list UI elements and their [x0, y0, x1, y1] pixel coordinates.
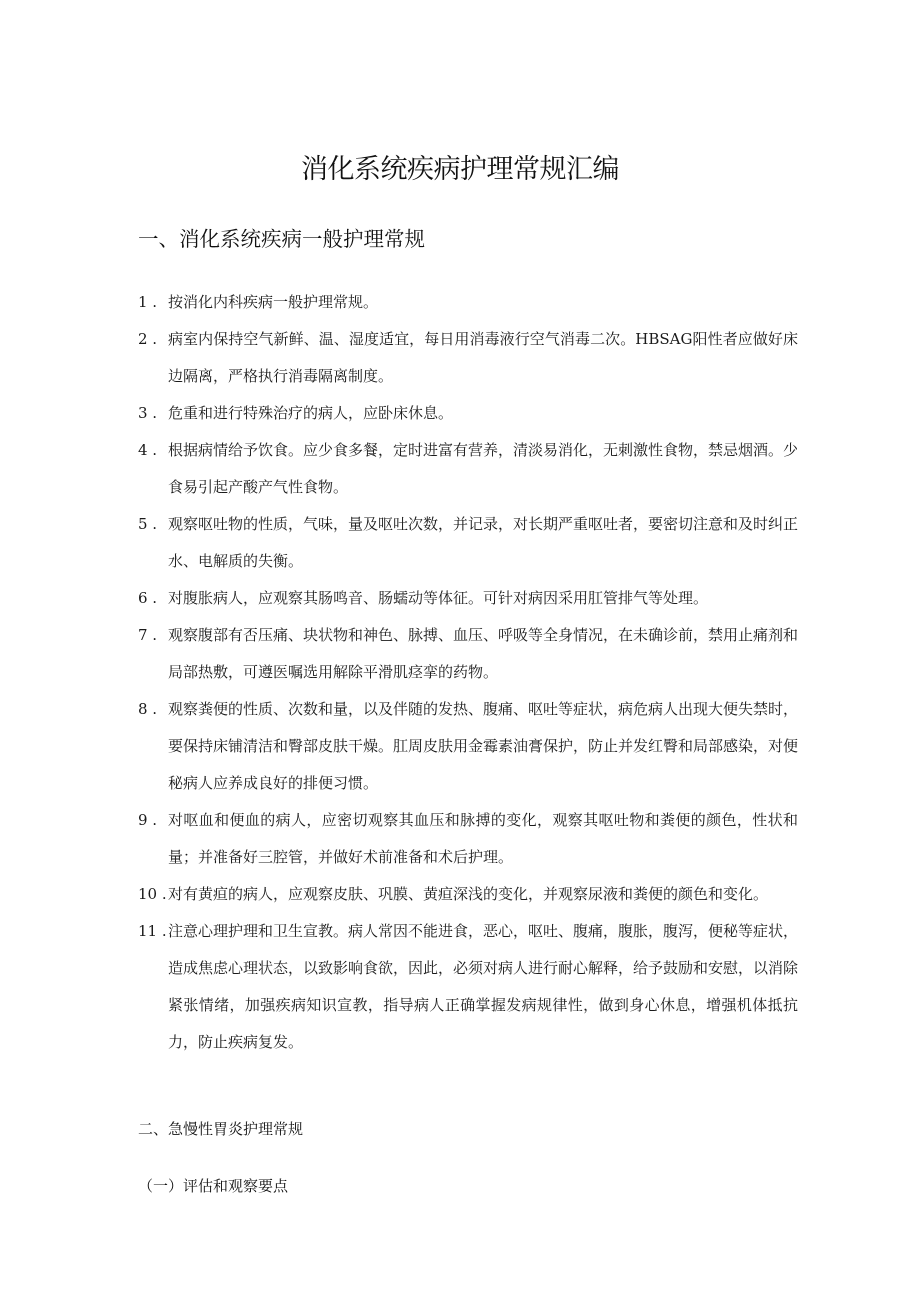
list-item-number: 6 . [138, 589, 158, 607]
list-item-text: 危重和进行特殊治疗的病人，应卧床休息。 [168, 404, 454, 422]
list-item-text: 按消化内科疾病一般护理常规。 [168, 293, 379, 311]
list-item-text: 注意心理护理和卫生宣教。病人常因不能进食，恶心，呕吐、腹痛，腹胀，腹泻，便秘等症状，造成焦虑心理状态，以致影响食欲，因此，必须对病人进行耐心解释，给予鼓励和安慰，以消除紧张情绪，加强疾病知识宣教，指导病人正确掌握发病规律性，做到身心休息，增强机体抵抗力，防止疾病复发。 [168, 922, 799, 1051]
list-item-number: 2 . [138, 330, 158, 348]
list-item-number: 8 . [138, 700, 158, 718]
list-item-number: 9 . [138, 811, 158, 829]
list-item [138, 876, 798, 913]
list-item [138, 432, 798, 506]
list-item-text: 对呕血和便血的病人，应密切观察其血压和脉搏的变化，观察其呕吐物和粪便的颜色，性状和量；并准备好三腔管，并做好术前准备和术后护理。 [168, 811, 798, 866]
section-heading-2: 二、急慢性胃炎护理常规 [138, 1120, 304, 1138]
list-item-text: 病室内保持空气新鲜、温、湿度适宜，每日用消毒液行空气消毒二次。HBSAG阳性者应做好床边隔离，严格执行消毒隔离制度。 [168, 330, 798, 385]
list-item [138, 691, 798, 802]
subsection-heading-1: （一）评估和观察要点 [138, 1177, 289, 1195]
list-item [138, 913, 798, 1061]
document-title: 消化系统疾病护理常规汇编 [301, 154, 619, 185]
list-item [138, 580, 798, 617]
list-item-number: 1 . [138, 293, 158, 311]
list-item-number: 5 . [138, 515, 158, 533]
nursing-routine-list [138, 284, 798, 1061]
list-item-number: 10 . [138, 885, 167, 903]
list-item [138, 395, 798, 432]
list-item [138, 617, 798, 691]
list-item-text: 观察腹部有否压痛、块状物和神色、脉搏、血压、呼吸等全身情况，在未确诊前，禁用止痛剂和局部热敷，可遵医嘱选用解除平滑肌痉挛的药物。 [168, 626, 799, 681]
list-item [138, 321, 798, 395]
list-item [138, 284, 798, 321]
list-item [138, 802, 798, 876]
list-item-text: 对腹胀病人，应观察其肠鸣音、肠蠕动等体征。可针对病因采用肛管排气等处理。 [168, 589, 709, 607]
list-item-number: 7 . [138, 626, 158, 644]
list-item-text: 对有黄疸的病人，应观察皮肤、巩膜、黄疸深浅的变化，并观察尿液和粪便的颜色和变化。 [168, 885, 769, 903]
list-item-number: 4 . [138, 441, 158, 459]
list-item-number: 3 . [138, 404, 158, 422]
list-item-number: 11 . [138, 922, 167, 940]
list-item-text: 观察呕吐物的性质，气味，量及呕吐次数，并记录，对长期严重呕吐者，要密切注意和及时纠正水、电解质的失衡。 [168, 515, 799, 570]
list-item [138, 506, 798, 580]
list-item-text: 观察粪便的性质、次数和量，以及伴随的发热、腹痛、呕吐等症状，病危病人出现大便失禁时，要保持床铺清洁和臀部皮肤干燥。肛周皮肤用金霉素油膏保护，防止并发红臀和局部感染，对便秘病人应养成良好的排便习惯。 [168, 700, 799, 792]
section-heading-1: 一、消化系统疾病一般护理常规 [138, 227, 425, 251]
list-item-text: 根据病情给予饮食。应少食多餐，定时进富有营养，清淡易消化，无刺激性食物，禁忌烟酒。少食易引起产酸产气性食物。 [168, 441, 799, 496]
